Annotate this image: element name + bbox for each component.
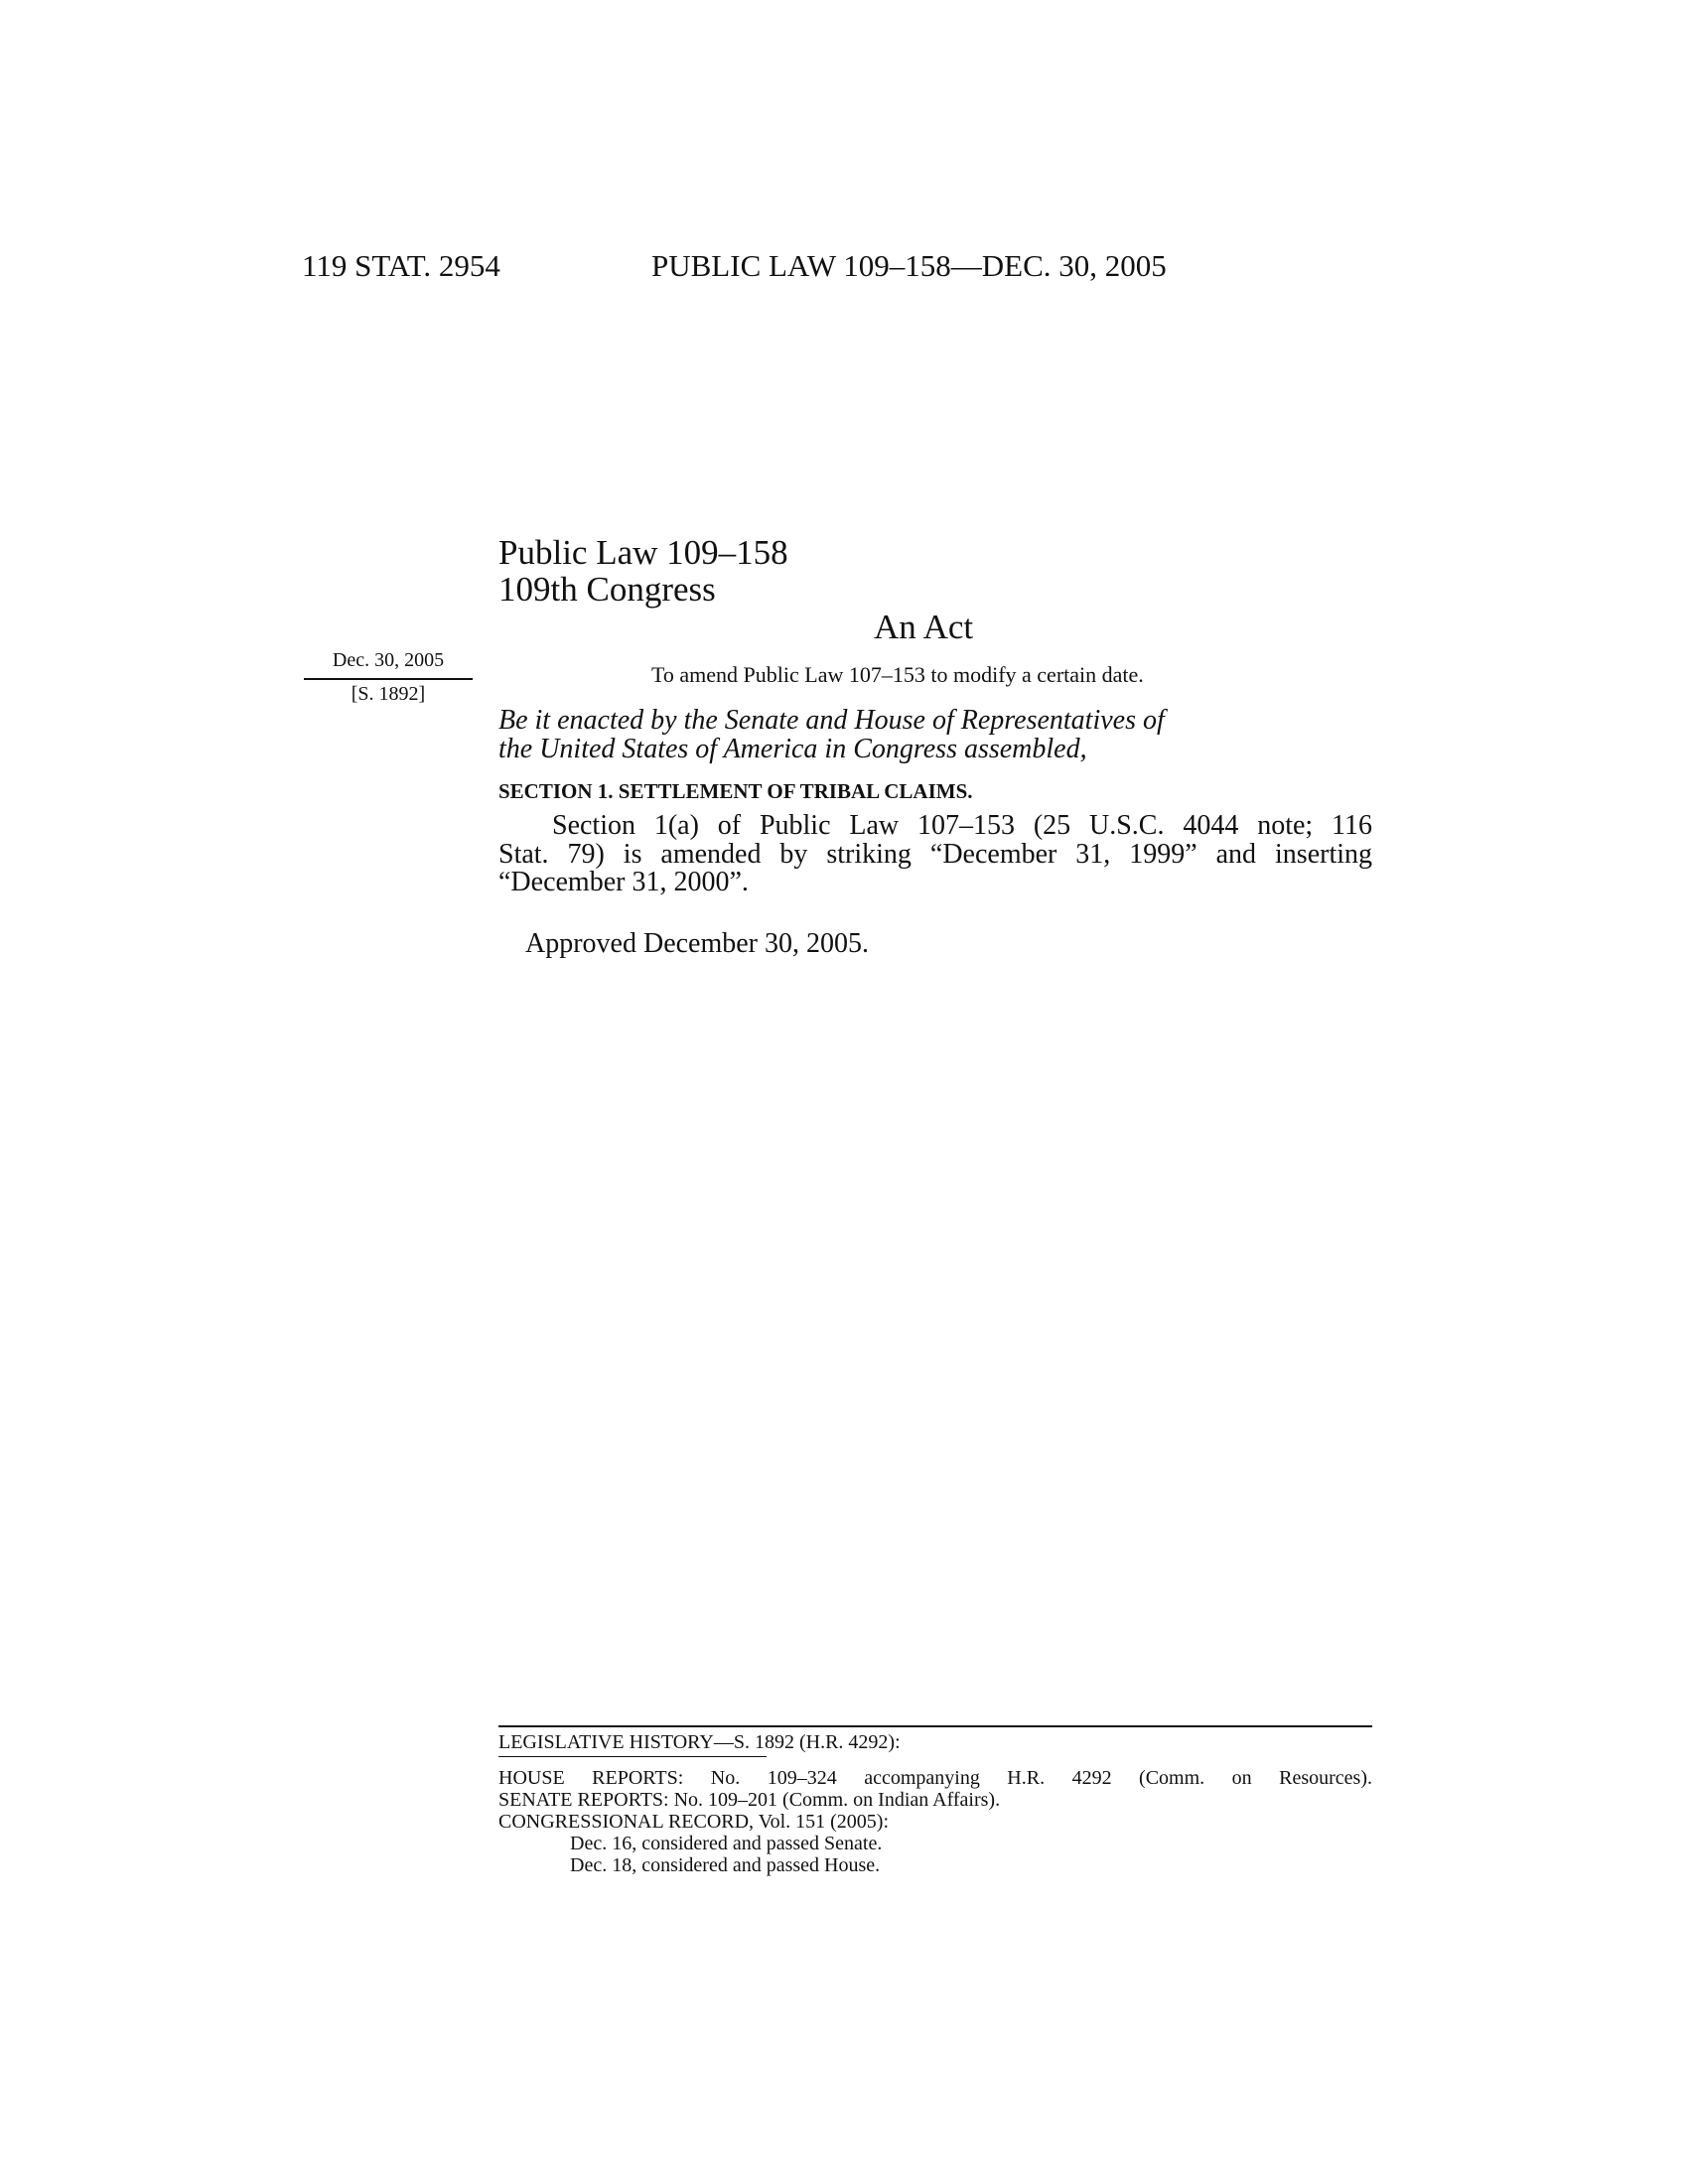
enacting-clause-line-2: the United States of America in Congress assembled, <box>498 734 1087 765</box>
enacting-clause-line-1: Be it enacted by the Senate and House of Representatives of <box>498 705 1165 736</box>
section-body-line-1: Section 1(a) of Public Law 107–153 (25 U.S.C. 4044 note; 116 <box>552 810 1372 841</box>
law-number: Public Law 109–158 <box>498 533 788 572</box>
enacting-clause <box>498 706 1372 764</box>
senate-reports: SENATE REPORTS: No. 109–201 (Comm. on Indian Affairs). <box>498 1789 1001 1811</box>
act-purpose: To amend Public Law 107–153 to modify a certain date. <box>651 662 1144 687</box>
section-body-line-3: “December 31, 2000”. <box>498 867 749 898</box>
congressional-record-entry: Dec. 18, considered and passed House. <box>570 1854 881 1876</box>
congressional-record-entry: Dec. 16, considered and passed Senate. <box>570 1833 883 1854</box>
running-head-law-reference: PUBLIC LAW 109–158—DEC. 30, 2005 <box>651 248 1167 283</box>
section-body <box>498 812 1372 897</box>
stat-page-reference: 119 STAT. 2954 <box>302 248 500 283</box>
margin-note-bill-number: [S. 1892] <box>351 683 426 705</box>
section-heading: SECTION 1. SETTLEMENT OF TRIBAL CLAIMS. <box>498 779 973 803</box>
legislative-history-title: LEGISLATIVE HISTORY—S. 1892 (H.R. 4292): <box>498 1731 901 1753</box>
margin-note-divider <box>304 678 473 680</box>
legislative-history-underline <box>498 1756 767 1757</box>
act-heading: An Act <box>874 608 974 646</box>
congressional-record: CONGRESSIONAL RECORD, Vol. 151 (2005): <box>498 1811 889 1833</box>
section-body-line-2: Stat. 79) is amended by striking “December 31, 1999” and inserting <box>498 838 1372 870</box>
house-reports: HOUSE REPORTS: No. 109–324 accompanying H.R. 4292 (Comm. on Resources). <box>498 1767 1372 1789</box>
margin-note-date: Dec. 30, 2005 <box>332 649 445 671</box>
congress-session: 109th Congress <box>498 570 716 609</box>
approval-date: Approved December 30, 2005. <box>525 928 870 959</box>
footnote-divider <box>498 1725 1372 1727</box>
